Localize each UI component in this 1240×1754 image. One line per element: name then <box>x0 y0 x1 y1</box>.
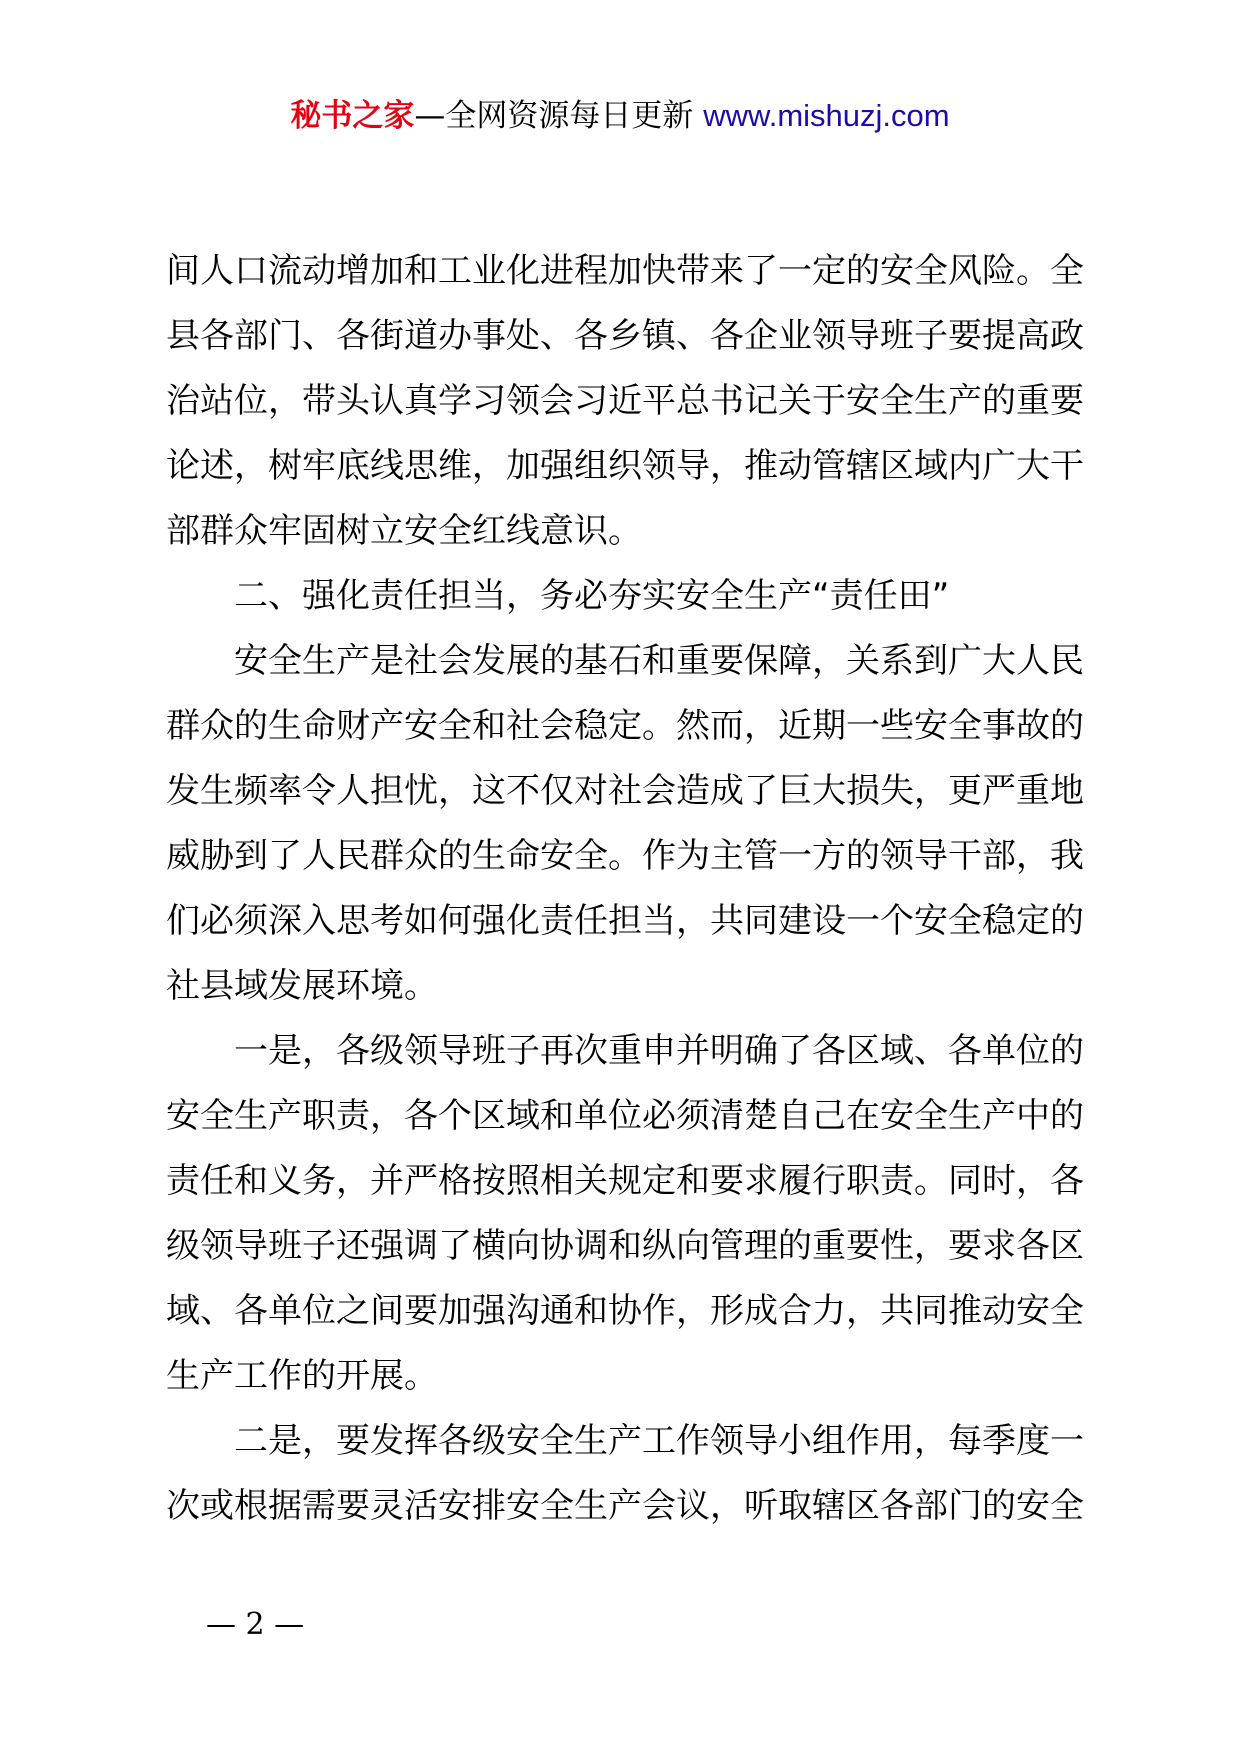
body-line: 县各部门、各街道办事处、各乡镇、各企业领导班子要提高政 <box>166 316 1084 356</box>
body-line: 责任和义务，并严格按照相关规定和要求履行职责。同时，各 <box>166 1161 1084 1201</box>
body-line: 们必须深入思考如何强化责任担当，共同建设一个安全稳定的 <box>166 901 1084 941</box>
header-brand: 秘书之家 <box>290 98 415 134</box>
body-line: 论述，树牢底线思维，加强组织领导，推动管辖区域内广大干 <box>166 446 1084 486</box>
document-body <box>166 239 1084 1539</box>
body-line: 一是，各级领导班子再次重申并明确了各区域、各单位的 <box>234 1031 1084 1071</box>
body-line: 间人口流动增加和工业化进程加快带来了一定的安全风险。全 <box>166 251 1084 291</box>
header-url-link[interactable]: www.mishuzj.com <box>703 98 950 133</box>
section-heading: 二、强化责任担当，务必夯实安全生产“责任田” <box>234 576 950 616</box>
body-line: 域、各单位之间要加强沟通和协作，形成合力，共同推动安全 <box>166 1291 1084 1331</box>
body-line: 社县域发展环境。 <box>166 966 438 1006</box>
body-line: 安全生产职责，各个区域和单位必须清楚自己在安全生产中的 <box>166 1096 1084 1136</box>
body-line: 级领导班子还强调了横向协调和纵向管理的重要性，要求各区 <box>166 1226 1084 1266</box>
page-number: — 2 — <box>206 1607 305 1642</box>
body-line: 治站位，带头认真学习领会习近平总书记关于安全生产的重要 <box>166 381 1084 421</box>
body-line: 二是，要发挥各级安全生产工作领导小组作用，每季度一 <box>234 1421 1084 1461</box>
body-line: 次或根据需要灵活安排安全生产会议，听取辖区各部门的安全 <box>166 1486 1084 1526</box>
body-line: 安全生产是社会发展的基石和重要保障，关系到广大人民 <box>234 641 1084 681</box>
body-line: 生产工作的开展。 <box>166 1356 438 1396</box>
body-line: 发生频率令人担忧，这不仅对社会造成了巨大损失，更严重地 <box>166 771 1084 811</box>
body-line: 部群众牢固树立安全红线意识。 <box>166 511 642 551</box>
body-line: 威胁到了人民群众的生命安全。作为主管一方的领导干部，我 <box>166 836 1084 876</box>
body-line: 群众的生命财产安全和社会稳定。然而，近期一些安全事故的 <box>166 706 1084 746</box>
page-header <box>0 96 1240 136</box>
header-tagline: —全网资源每日更新 <box>414 98 704 134</box>
